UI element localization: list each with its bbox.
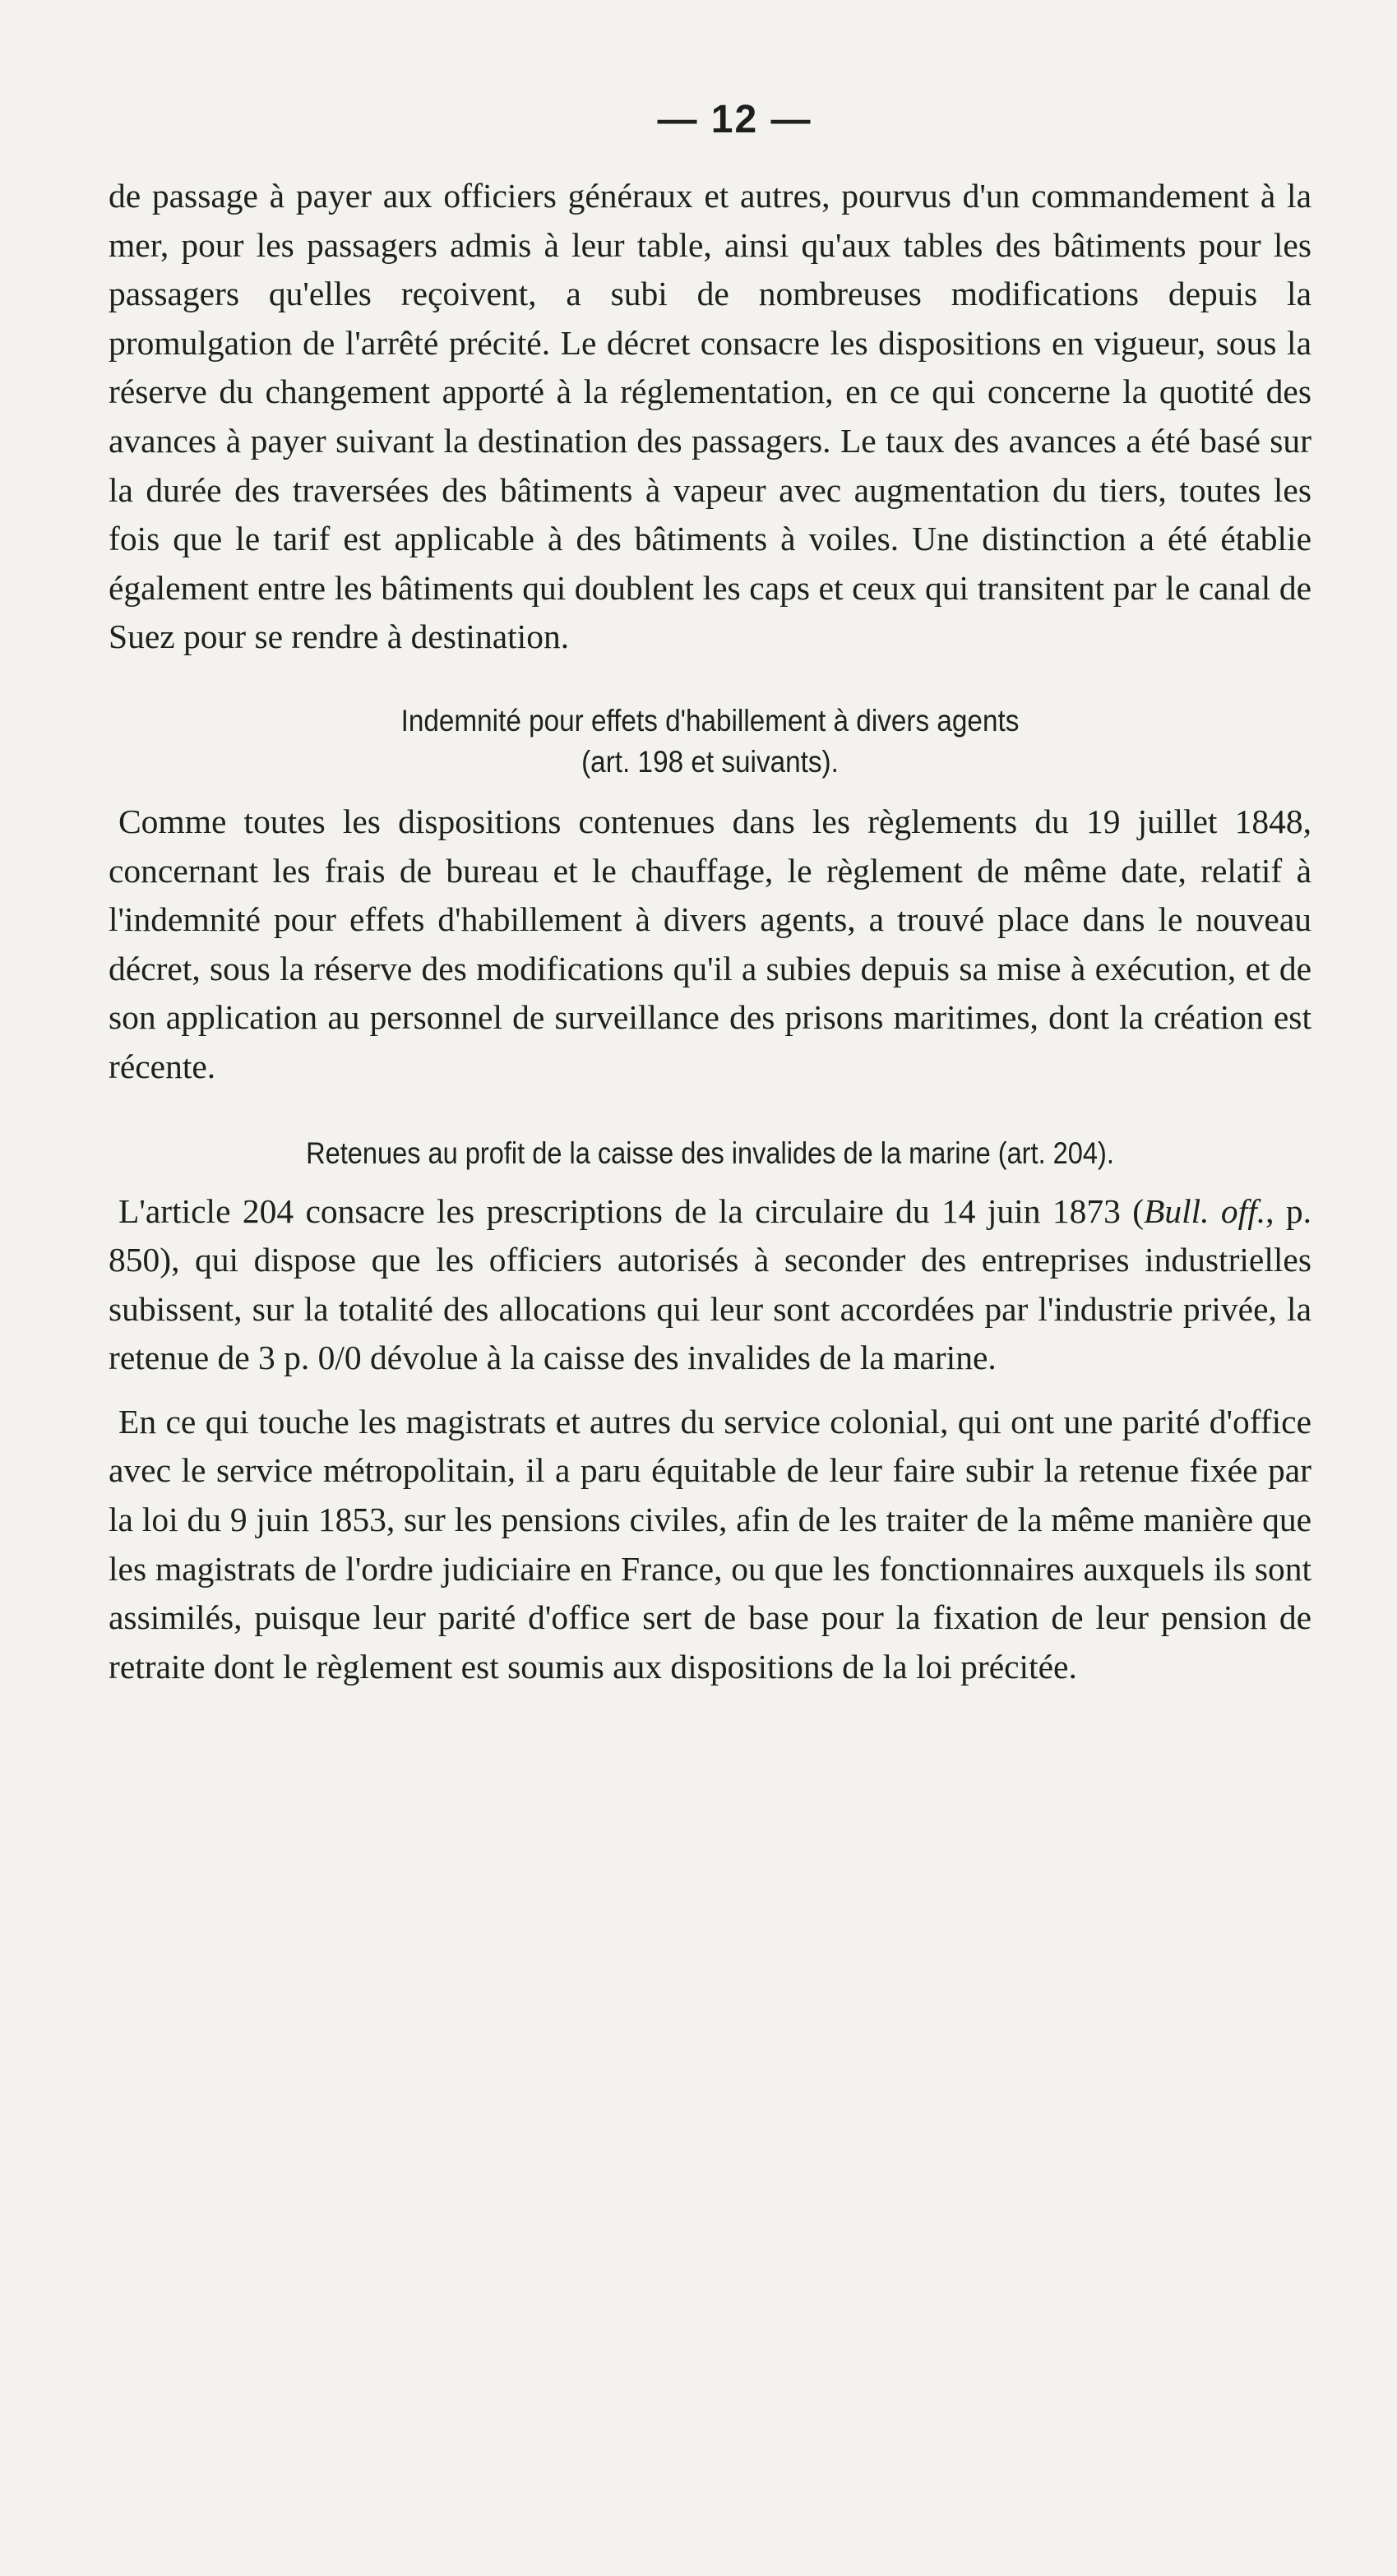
paragraph-passage-advances: de passage à payer aux officiers généraux et autres, pourvus d'un commandement à la mer, pour les passagers admis à leur table, ainsi qu'aux tables des bâtiments pour les passagers qu'elles reçoivent, a subi de nombreuses modifications depuis la promulgation de l'arrêté précité. Le décret consacre les dispositions en vigueur, sous la réserve du changement apporté à la réglementation, en ce qui concerne la quotité des avances à payer suivant la destination des passagers. Le taux des avances a été basé sur la durée des traversées des bâtiments à vapeur avec augmentation du tiers, toutes les fois que le tarif est applicable à des bâtiments à voiles. Une distinction a été établie également entre les bâtiments qui doublent les caps et ceux qui transitent par le canal de Suez pour se rendre à destination. [109, 177, 1311, 656]
section-heading-line-2: (art. 198 et suivants). [581, 744, 839, 779]
section-heading-invalides-retention: Retenues au profit de la caisse des invalides de la marine (art. 204). [306, 1135, 1114, 1170]
section-heading-clothing-allowance [169, 701, 1251, 783]
paragraph-article-204-text-1: L'article 204 consacre les prescriptions de la circulaire du 14 juin 1873 ( [118, 1191, 1145, 1230]
page-number: — 12 — [657, 98, 812, 141]
section-heading-line-1: Indemnité pour effets d'habillement à divers agents [400, 703, 1020, 738]
paragraph-clothing-allowance: Comme toutes les dispositions contenues dans les règlements du 19 juillet 1848, concernant les frais de bureau et le chauffage, le règlement de même date, relatif à l'indemnité pour effets d'habillement à divers agents, a trouvé place dans le nouveau décret, sous la réserve des modifications qu'il a subies depuis sa mise à exécution, et de son application au personnel de surveillance des prisons maritimes, dont la création est récente. [109, 802, 1311, 1085]
paragraph-colonial-magistrates: En ce qui touche les magistrats et autres du service colonial, qui ont une parité d'office avec le service métropolitain, il a paru équitable de leur faire subir la retenue fixée par la loi du 9 juin 1853, sur les pensions civiles, afin de les traiter de la même manière que les magistrats de l'ordre judiciaire en France, ou que les fonctionnaires auxquels ils sont assimilés, puisque leur parité d'office sert de base pour la fixation de leur pension de retraite dont le règlement est soumis aux dispositions de la loi précitée. [109, 1402, 1311, 1686]
paragraph-article-204-text-2: , p. 850), qui dispose que les officiers autorisés à seconder des entreprises industrielles subissent, sur la totalité des allocations qui leur sont accordées par l'industrie privée, la retenue de 3 p. 0/0 dévolue à la caisse des invalides de la marine. [109, 1191, 1311, 1377]
bulletin-officiel-citation: Bull. off. [1144, 1191, 1266, 1230]
paragraph-article-204 [109, 1187, 1311, 1383]
